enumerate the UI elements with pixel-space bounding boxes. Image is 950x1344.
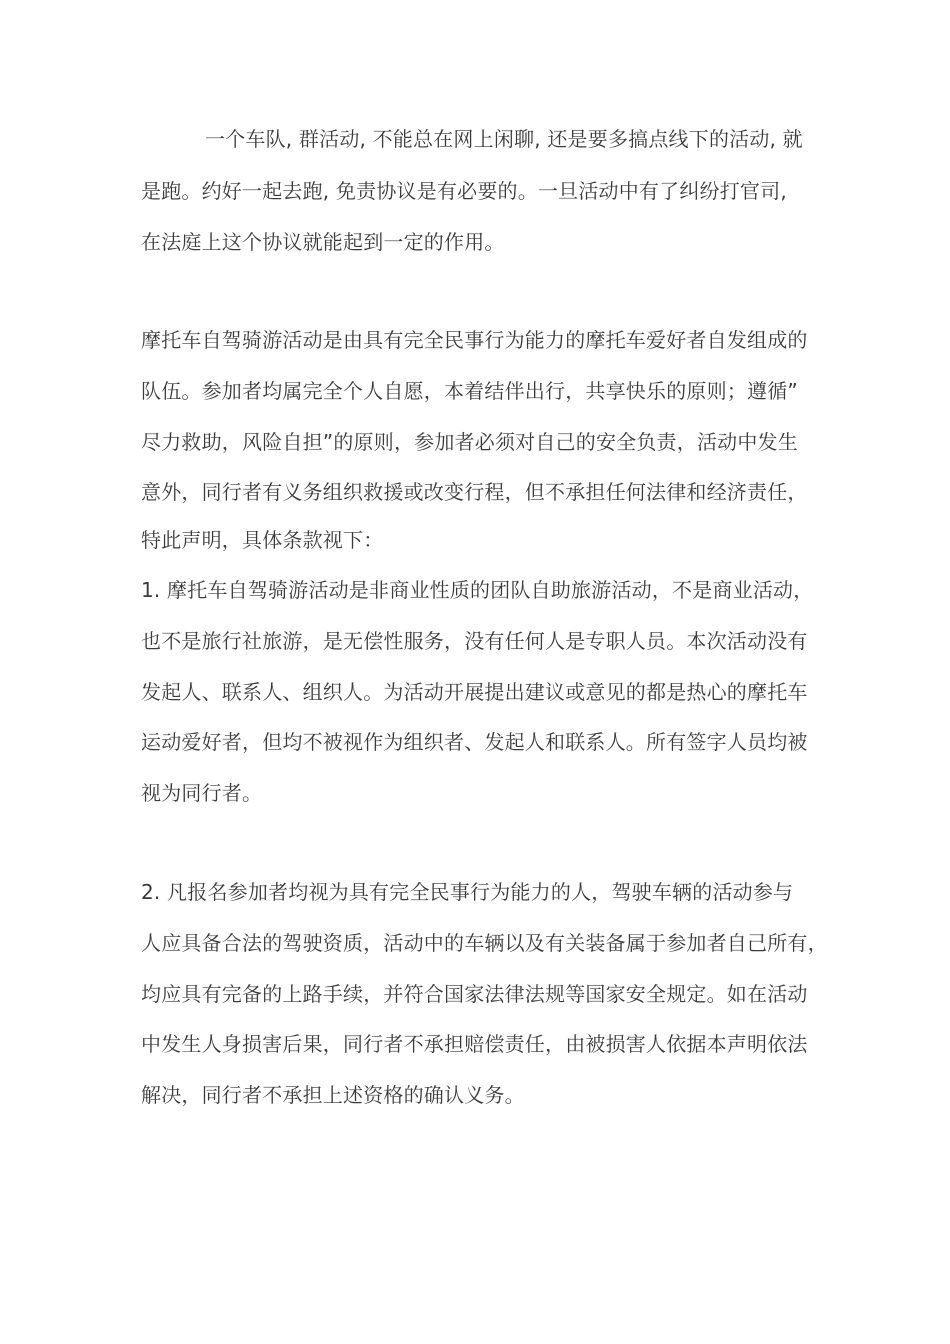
clause-1-line: 1. 摩托车自驾骑游活动是非商业性质的团队自助旅游活动，不是商业活动， xyxy=(141,578,814,602)
clause-2-line: 2. 凡报名参加者均视为具有完全民事行为能力的人，驾驶车辆的活动参与 xyxy=(141,880,794,904)
declaration-line: 尽力救助，风险自担”的原则，参加者必须对自己的安全负责，活动中发生 xyxy=(141,430,798,454)
clause-1-line: 也不是旅行社旅游，是无偿性服务，没有任何人是专职人员。本次活动没有 xyxy=(141,629,808,653)
clause-2-line: 中发生人身损害后果，同行者不承担赔偿责任，由被损害人依据本声明依法 xyxy=(141,1032,808,1056)
declaration-line: 摩托车自驾骑游活动是由具有完全民事行为能力的摩托车爱好者自发组成的 xyxy=(141,328,808,352)
declaration-line: 意外，同行者有义务组织救援或改变行程，但不承担任何法律和经济责任， xyxy=(141,480,808,504)
clause-1-line: 运动爱好者，但均不被视作为组织者、发起人和联系人。所有签字人员均被 xyxy=(141,730,808,754)
declaration-line: 特此声明，具体条款视下： xyxy=(141,528,384,552)
clause-2-line: 解决，同行者不承担上述资格的确认义务。 xyxy=(141,1083,525,1107)
clause-1-line: 视为同行者。 xyxy=(141,781,263,805)
clause-1-line: 发起人、联系人、组织人。为活动开展提出建议或意见的都是热心的摩托车 xyxy=(141,680,808,704)
declaration-line: 队伍。参加者均属完全个人自愿，本着结伴出行，共享快乐的原则；遵循” xyxy=(141,379,798,403)
clause-2-line: 人应具备合法的驾驶资质，活动中的车辆以及有关装备属于参加者自己所有， xyxy=(141,931,828,955)
intro-line: 在法庭上这个协议就能起到一定的作用。 xyxy=(141,230,505,254)
intro-line: 是跑。约好一起去跑, 免责协议是有必要的。一旦活动中有了纠纷打官司, xyxy=(141,179,787,203)
intro-line: 一个车队, 群活动, 不能总在网上闲聊, 还是要多搞点线下的活动, 就 xyxy=(205,127,803,151)
clause-2-line: 均应具有完备的上路手续，并符合国家法律法规等国家安全规定。如在活动 xyxy=(141,982,808,1006)
